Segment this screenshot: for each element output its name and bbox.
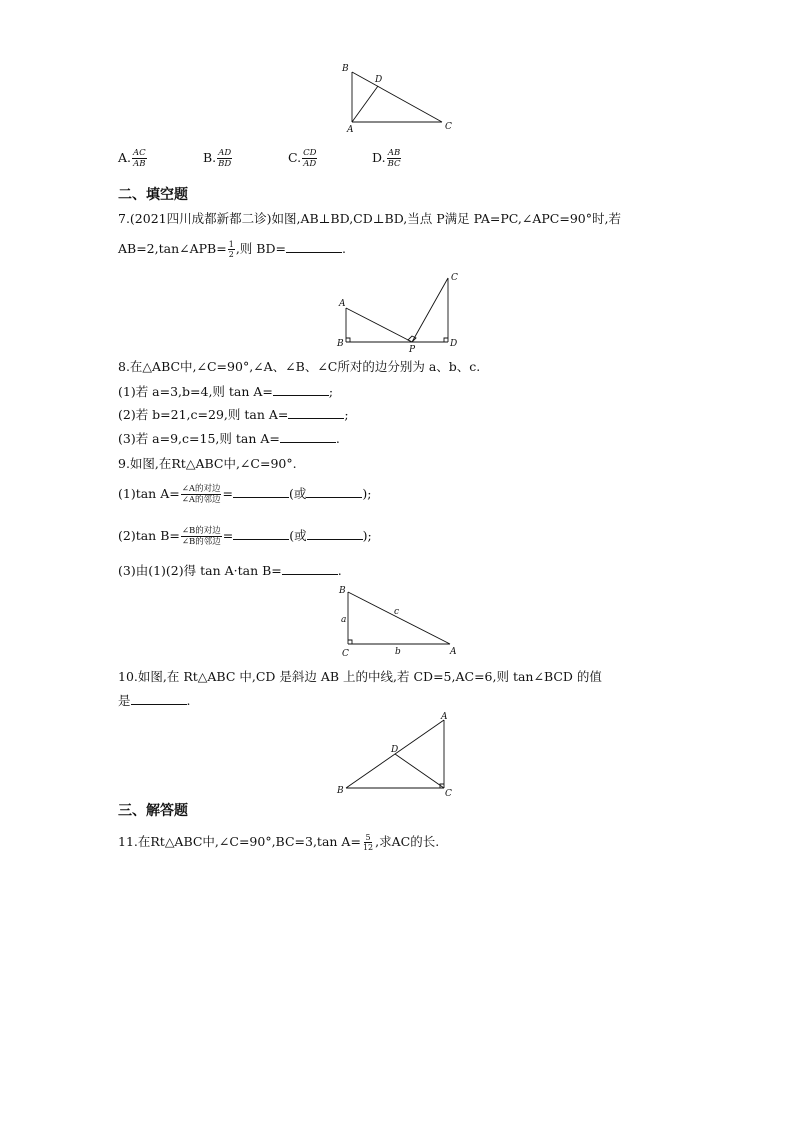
q9-answer2-blank[interactable] bbox=[233, 527, 289, 540]
label-c: C bbox=[445, 122, 452, 132]
label-c: C bbox=[451, 273, 458, 283]
label-a: A bbox=[347, 125, 354, 135]
choice-c: C. $\frac{CD}{AD}$ bbox=[288, 148, 317, 169]
figure-median-cd bbox=[334, 708, 464, 800]
segment-pc bbox=[412, 278, 448, 342]
label-side-a: a bbox=[341, 615, 347, 625]
q8-part1: (1)若 a=3,b=4,则 tan A= ; bbox=[118, 384, 334, 399]
label-d: D bbox=[450, 339, 458, 349]
q7-line1: 7.(2021四川成都新都二诊)如图,AB⊥BD,CD⊥BD,当点 P满足 PA=PC,∠APC=90°时,若 bbox=[118, 211, 621, 226]
segment-ba bbox=[348, 592, 450, 644]
q8-part2: (2)若 b=21,c=29,则 tan A= ; bbox=[118, 407, 349, 422]
q8-answer2-blank[interactable] bbox=[288, 406, 344, 419]
right-angle-d bbox=[444, 338, 448, 342]
figure-triangle-abc-altitude bbox=[338, 60, 458, 136]
q9-part3: (3)由(1)(2)得 tan A·tan B= . bbox=[118, 563, 342, 578]
q9-answer1-alt-blank[interactable] bbox=[306, 485, 362, 498]
label-b: B bbox=[337, 339, 344, 349]
label-side-c: c bbox=[394, 607, 400, 617]
label-d: D bbox=[391, 745, 399, 755]
segment-bc bbox=[352, 72, 442, 122]
segment-ap bbox=[346, 308, 412, 342]
q8-part3: (3)若 a=9,c=15,则 tan A= . bbox=[118, 431, 340, 446]
q9-answer3-blank[interactable] bbox=[282, 562, 338, 575]
label-b: B bbox=[342, 64, 349, 74]
q9-part1: (1)tan A= $\frac{\text{∠A的对边}}{\text{∠A的邻边}}$ = (或 ); bbox=[118, 484, 372, 505]
q8-answer3-blank[interactable] bbox=[280, 430, 336, 443]
label-a: A bbox=[441, 712, 448, 722]
label-side-b: b bbox=[395, 647, 401, 657]
q8-answer1-blank[interactable] bbox=[273, 383, 329, 396]
label-b: B bbox=[339, 586, 346, 596]
q9-part2: (2)tan B= $\frac{\text{∠B的对边}}{\text{∠B的邻边}}$ = (或 ); bbox=[118, 526, 372, 547]
choice-d: D. $\frac{AB}{BC}$ bbox=[372, 148, 401, 169]
choice-b: B. $\frac{AD}{BD}$ bbox=[203, 148, 232, 169]
label-d: D bbox=[375, 75, 383, 85]
figure-right-triangle-abc bbox=[334, 582, 464, 660]
q9-answer1-blank[interactable] bbox=[233, 485, 289, 498]
label-p: P bbox=[409, 345, 416, 352]
right-angle-c bbox=[348, 640, 352, 644]
label-c: C bbox=[342, 649, 349, 659]
q9-line1: 9.如图,在Rt△ABC中,∠C=90°. bbox=[118, 456, 297, 471]
q7-line2: AB=2,tan∠APB= $\frac{1}{2}$ ,则 BD= . bbox=[118, 240, 346, 259]
q11-line: 11.在Rt△ABC中,∠C=90°,BC=3,tan A= $\frac{5}{12}$ ,求AC的长. bbox=[118, 833, 440, 852]
section-solution: 三、解答题 bbox=[118, 803, 188, 819]
section-fill-in-blank: 二、填空题 bbox=[118, 187, 188, 203]
choice-a: A. $\frac{AC}{AB}$ bbox=[118, 148, 146, 169]
label-b: B bbox=[337, 786, 344, 796]
q7-answer-blank[interactable] bbox=[286, 240, 342, 253]
right-angle-b bbox=[346, 338, 350, 342]
q10-line2: 是 . bbox=[118, 693, 191, 708]
label-c: C bbox=[445, 789, 452, 799]
label-a: A bbox=[450, 647, 457, 657]
q8-line1: 8.在△ABC中,∠C=90°,∠A、∠B、∠C所对的边分别为 a、b、c. bbox=[118, 359, 481, 374]
q9-answer2-alt-blank[interactable] bbox=[307, 527, 363, 540]
q10-line1: 10.如图,在 Rt△ABC 中,CD 是斜边 AB 上的中线,若 CD=5,AC=6,则 tan∠BCD 的值 bbox=[118, 669, 602, 684]
segment-ad bbox=[352, 86, 378, 122]
figure-apc-right-angle bbox=[334, 268, 464, 352]
segment-cd bbox=[395, 754, 444, 788]
label-a: A bbox=[339, 299, 346, 309]
q10-answer-blank[interactable] bbox=[131, 692, 187, 705]
